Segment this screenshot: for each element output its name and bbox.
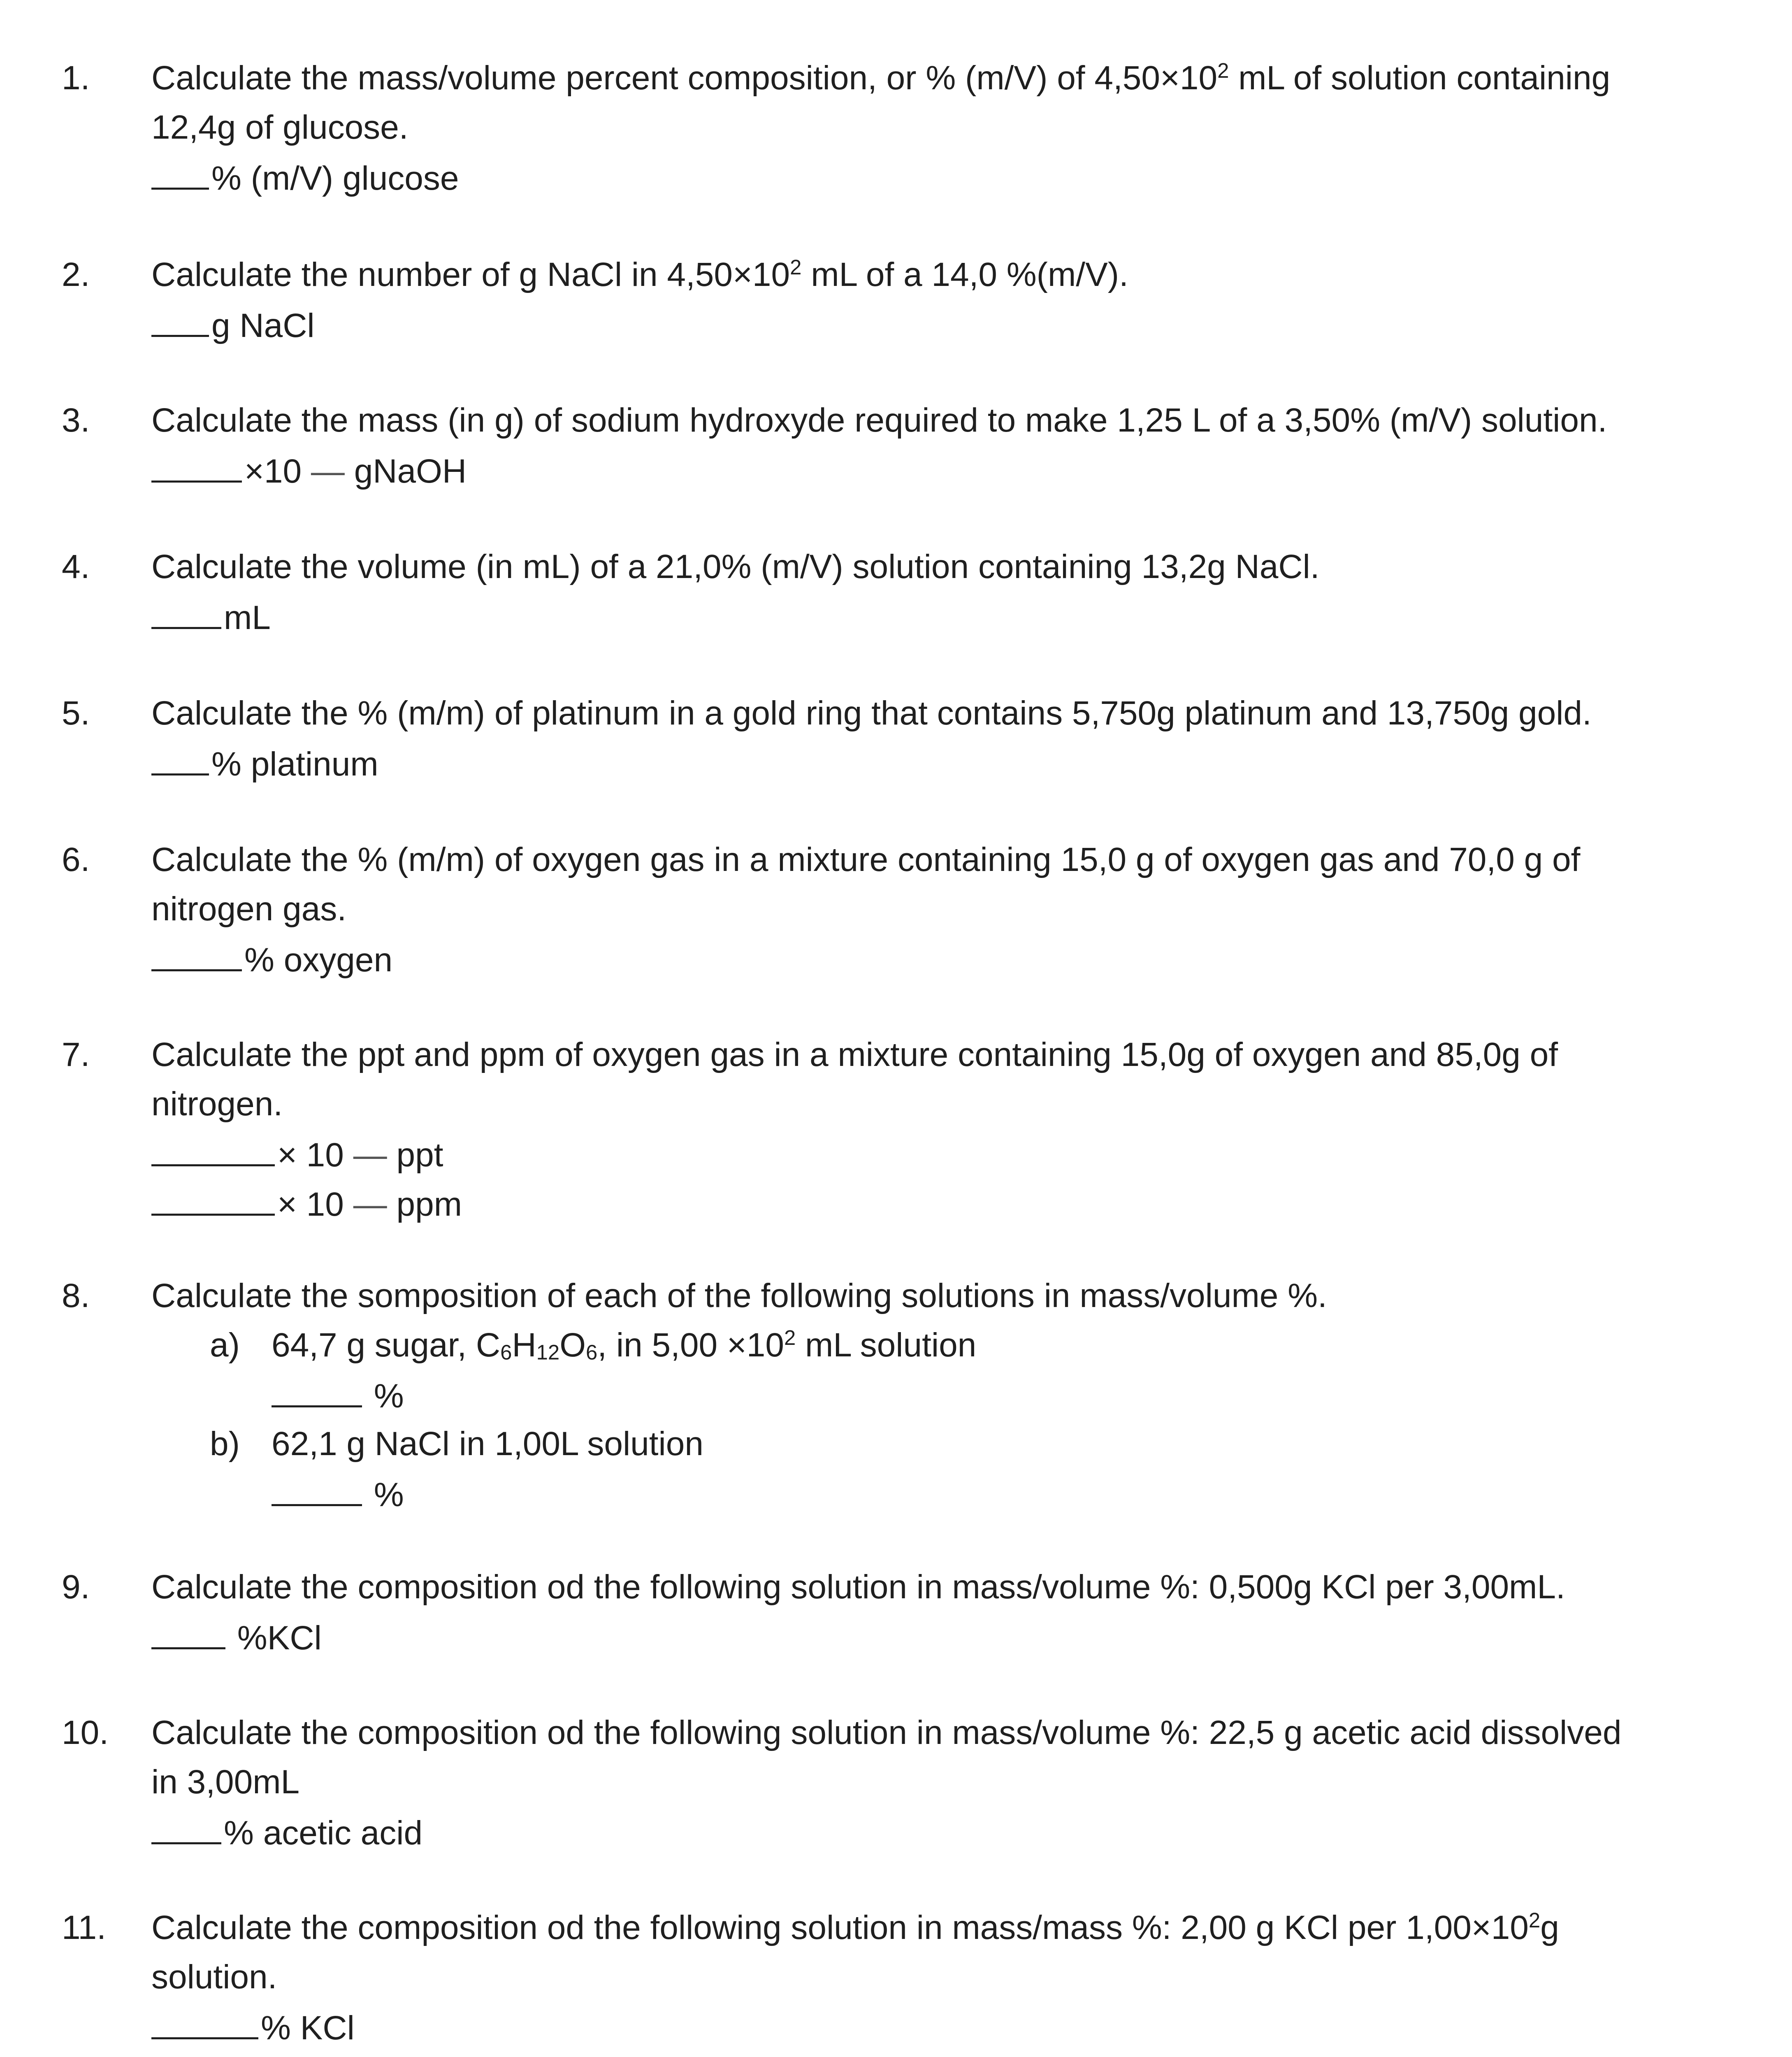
question-text: Calculate the % (m/m) of platinum in a gold ring that contains 5,750g platinum and 13,750g gold.: [151, 694, 1592, 732]
question-text: Calculate the ppt and ppm of oxygen gas in a mixture containing 15,0g of oxygen and 85,0g of: [151, 1036, 1558, 1073]
question-number: 10.: [62, 1714, 109, 1751]
question-text-line2: 12,4g of glucose.: [151, 109, 409, 146]
answer-blank[interactable]: [151, 934, 242, 971]
answer-line-ppm[interactable]: × 10 — ppm: [151, 1178, 462, 1229]
question-number: 1.: [62, 59, 90, 97]
question-text: Calculate the composition od the following solution in mass/mass %: 2,00 g KCl per $1,00\times 10^2g$: [151, 1908, 1559, 1946]
question-text: Calculate the mass (in g) of sodium hydroxyde required to make 1,25 L of a 3,50% (m/V) solution.: [151, 402, 1607, 439]
question-text-line2: solution.: [151, 1958, 277, 1996]
answer-line[interactable]: mL: [151, 592, 271, 643]
answer-blank[interactable]: [151, 1178, 275, 1216]
answer-line[interactable]: ×10 — gNaOH: [151, 445, 467, 496]
question-text: Calculate the composition od the following solution in mass/volume %: 22,5 g acetic acid dissolved: [151, 1714, 1622, 1751]
answer-line[interactable]: g NaCl: [151, 299, 315, 351]
question-text: Calculate the somposition of each of the following solutions in mass/volume %.: [151, 1277, 1327, 1314]
question-text: Calculate the number of g NaCl in $4,50\times 10^2$ mL of a 14,0 %(m/V).: [151, 255, 1128, 293]
answer-blank[interactable]: [151, 299, 209, 337]
answer-line[interactable]: % platinum: [151, 738, 378, 789]
question-text: Calculate the composition od the following solution in mass/volume %: 0,500g KCl per 3,00mL.: [151, 1568, 1565, 1606]
answer-blank[interactable]: [151, 738, 209, 775]
question-number: 4.: [62, 548, 90, 585]
question-text-line2: in 3,00mL: [151, 1763, 300, 1801]
answer-line[interactable]: %KCl: [151, 1612, 322, 1663]
answer-line[interactable]: % acetic acid: [151, 1807, 422, 1858]
question-text: Calculate the mass/volume percent composition, or % (m/V) of $4,50\times 10^2$ mL of solution containing: [151, 59, 1611, 97]
answer-blank[interactable]: [272, 1469, 362, 1506]
answer-blank[interactable]: [151, 1129, 275, 1166]
answer-blank[interactable]: [151, 445, 242, 483]
question-number: 9.: [62, 1568, 90, 1606]
answer-blank[interactable]: [151, 1612, 225, 1649]
sub-question-a: a) 64,7 g sugar, $C_6H_{12}O_6$, in $5,00 \times 10^2$ mL solution: [210, 1326, 977, 1364]
question-text: Calculate the volume (in mL) of a 21,0% (m/V) solution containing 13,2g NaCl.: [151, 548, 1320, 585]
answer-blank[interactable]: [151, 592, 221, 629]
answer-line-a[interactable]: %: [272, 1370, 404, 1421]
question-number: 6.: [62, 841, 90, 878]
question-number: 7.: [62, 1036, 90, 1073]
question-number: 8.: [62, 1277, 90, 1314]
question-text-line2: nitrogen gas.: [151, 890, 347, 928]
answer-line-b[interactable]: %: [272, 1469, 404, 1520]
answer-blank[interactable]: [151, 2002, 258, 2039]
question-text: Calculate the % (m/m) of oxygen gas in a mixture containing 15,0 g of oxygen gas and 70,0 g of: [151, 841, 1581, 878]
answer-line[interactable]: % KCl: [151, 2002, 355, 2053]
question-text-line2: nitrogen.: [151, 1085, 283, 1123]
question-number: 5.: [62, 694, 90, 732]
answer-blank[interactable]: [151, 152, 209, 190]
answer-line[interactable]: % oxygen: [151, 934, 392, 985]
answer-line[interactable]: % (m/V) glucose: [151, 152, 459, 203]
question-number: 2.: [62, 256, 90, 293]
question-number: 3.: [62, 402, 90, 439]
sub-question-b: b) 62,1 g NaCl in 1,00L solution: [210, 1425, 703, 1463]
answer-line-ppt[interactable]: × 10 — ppt: [151, 1129, 443, 1180]
answer-blank[interactable]: [272, 1370, 362, 1407]
answer-blank[interactable]: [151, 1807, 221, 1844]
question-number: 11.: [62, 1909, 106, 1946]
